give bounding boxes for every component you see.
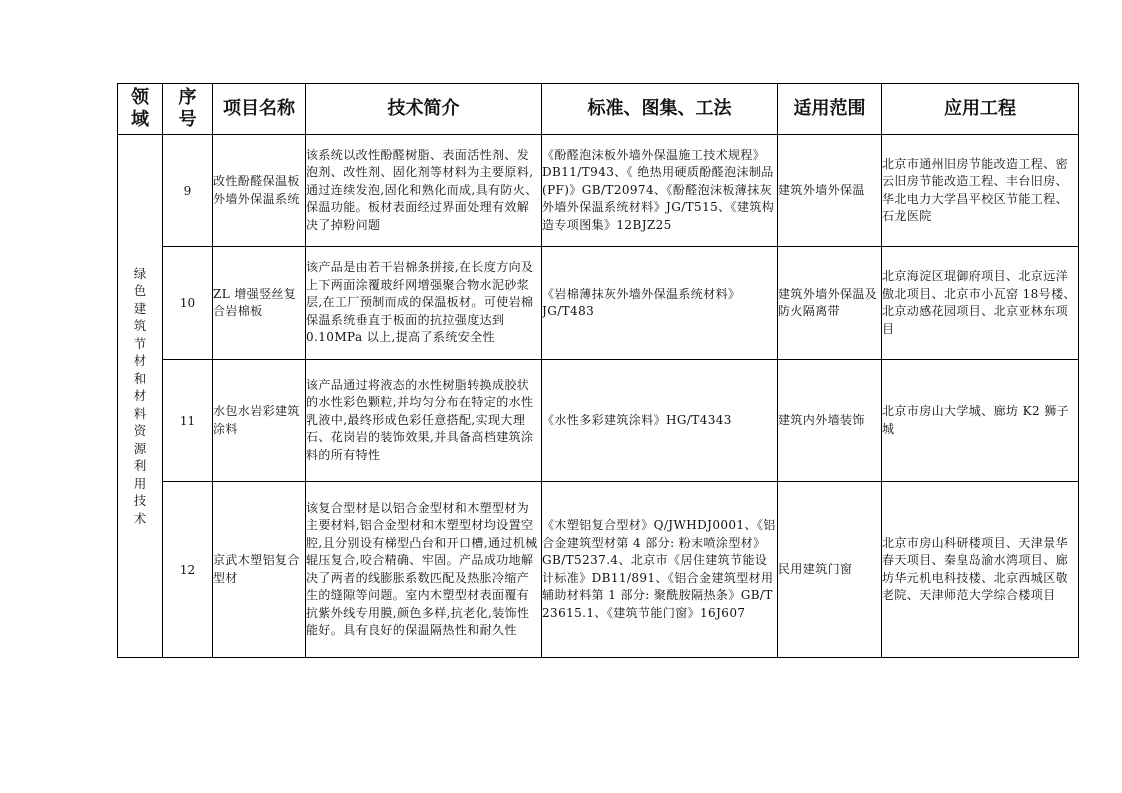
domain-cell <box>118 135 163 658</box>
table-row <box>118 360 1079 482</box>
row-scope: 民用建筑门窗 <box>778 482 882 658</box>
row-intro: 该系统以改性酚醛树脂、表面活性剂、发泡剂、改性剂、固化剂等材料为主要原料,通过连续发泡,固化和熟化而成,具有防火、保温功能。板材表面经过界面处理有效解决了掉粉问题 <box>306 135 542 247</box>
row-seq: 9 <box>163 135 213 247</box>
header-application: 应用工程 <box>882 84 1079 135</box>
row-name: 改性酚醛保温板外墙外保温系统 <box>213 135 306 247</box>
row-application: 北京市房山大学城、廊坊 K2 狮子城 <box>882 360 1079 482</box>
header-intro: 技术简介 <box>306 84 542 135</box>
header-domain: 领域 <box>118 84 163 135</box>
row-name: ZL 增强竖丝复合岩棉板 <box>213 247 306 360</box>
row-standard: 《岩棉薄抹灰外墙外保温系统材料》JG/T483 <box>542 247 778 360</box>
row-name: 水包水岩彩建筑涂料 <box>213 360 306 482</box>
header-scope: 适用范围 <box>778 84 882 135</box>
row-seq: 10 <box>163 247 213 360</box>
row-intro: 该产品是由若干岩棉条拼接,在长度方向及上下两面涂覆玻纤网增强聚合物水泥砂浆层,在工厂预制而成的保温板材。可使岩棉保温系统垂直于板面的抗拉强度达到 0.10MPa 以上,提高了系统安全性 <box>306 247 542 360</box>
row-standard: 《木塑铝复合型材》Q/JWHDJ0001、《铝合金建筑型材第 4 部分: 粉末喷涂型材》GB/T5237.4、北京市《居住建筑节能设计标准》DB11/891、《铝合金建筑型材用辅助材料第 1 部分: 聚酰胺隔热条》GB/T 23615.1、《建筑节能门窗》16J607 <box>542 482 778 658</box>
header-name: 项目名称 <box>213 84 306 135</box>
header-standard: 标准、图集、工法 <box>542 84 778 135</box>
row-standard: 《水性多彩建筑涂料》HG/T4343 <box>542 360 778 482</box>
header-seq: 序号 <box>163 84 213 135</box>
row-intro: 该复合型材是以铝合金型材和木塑型材为主要材料,铝合金型材和木塑型材均设置空腔,且分别设有梯型凸台和开口槽,通过机械辊压复合,咬合精确、牢固。产品成功地解决了两者的线膨胀系数匹配及热胀冷缩产生的缝隙等问题。室内木塑型材表面覆有抗紫外线专用膜,颜色多样,抗老化,装饰性能好。具有良好的保温隔热性和耐久性 <box>306 482 542 658</box>
table-row <box>118 482 1079 658</box>
row-seq: 12 <box>163 482 213 658</box>
technology-table <box>117 83 1079 658</box>
row-scope: 建筑外墙外保温 <box>778 135 882 247</box>
table-row <box>118 135 1079 247</box>
table-row <box>118 247 1079 360</box>
domain-label: 绿色建筑节材和材料资源利用技术 <box>133 265 147 526</box>
row-seq: 11 <box>163 360 213 482</box>
row-scope: 建筑内外墙装饰 <box>778 360 882 482</box>
row-application: 北京海淀区琨御府项目、北京远洋傲北项目、北京市小瓦窑 18号楼、北京动感花园项目、北京亚林东项目 <box>882 247 1079 360</box>
row-name: 京武木塑铝复合型材 <box>213 482 306 658</box>
row-intro: 该产品通过将液态的水性树脂转换成胶状的水性彩色颗粒,并均匀分布在特定的水性乳液中,最终形成色彩任意搭配,实现大理石、花岗岩的装饰效果,并具备高档建筑涂料的所有特性 <box>306 360 542 482</box>
row-application: 北京市房山科研楼项目、天津景华春天项目、秦皇岛渝水湾项目、廊坊华元机电科技楼、北京西城区敬老院、天津师范大学综合楼项目 <box>882 482 1079 658</box>
row-standard: 《酚醛泡沫板外墙外保温施工技术规程》DB11/T943、《 绝热用硬质酚醛泡沫制品(PF)》GB/T20974、《酚醛泡沫板薄抹灰外墙外保温系统材料》JG/T515、《建筑构造专项图集》12BJZ25 <box>542 135 778 247</box>
row-scope: 建筑外墙外保温及防火隔离带 <box>778 247 882 360</box>
header-row <box>118 84 1079 135</box>
row-application: 北京市通州旧房节能改造工程、密云旧房节能改造工程、丰台旧房、华北电力大学昌平校区节能工程、石龙医院 <box>882 135 1079 247</box>
